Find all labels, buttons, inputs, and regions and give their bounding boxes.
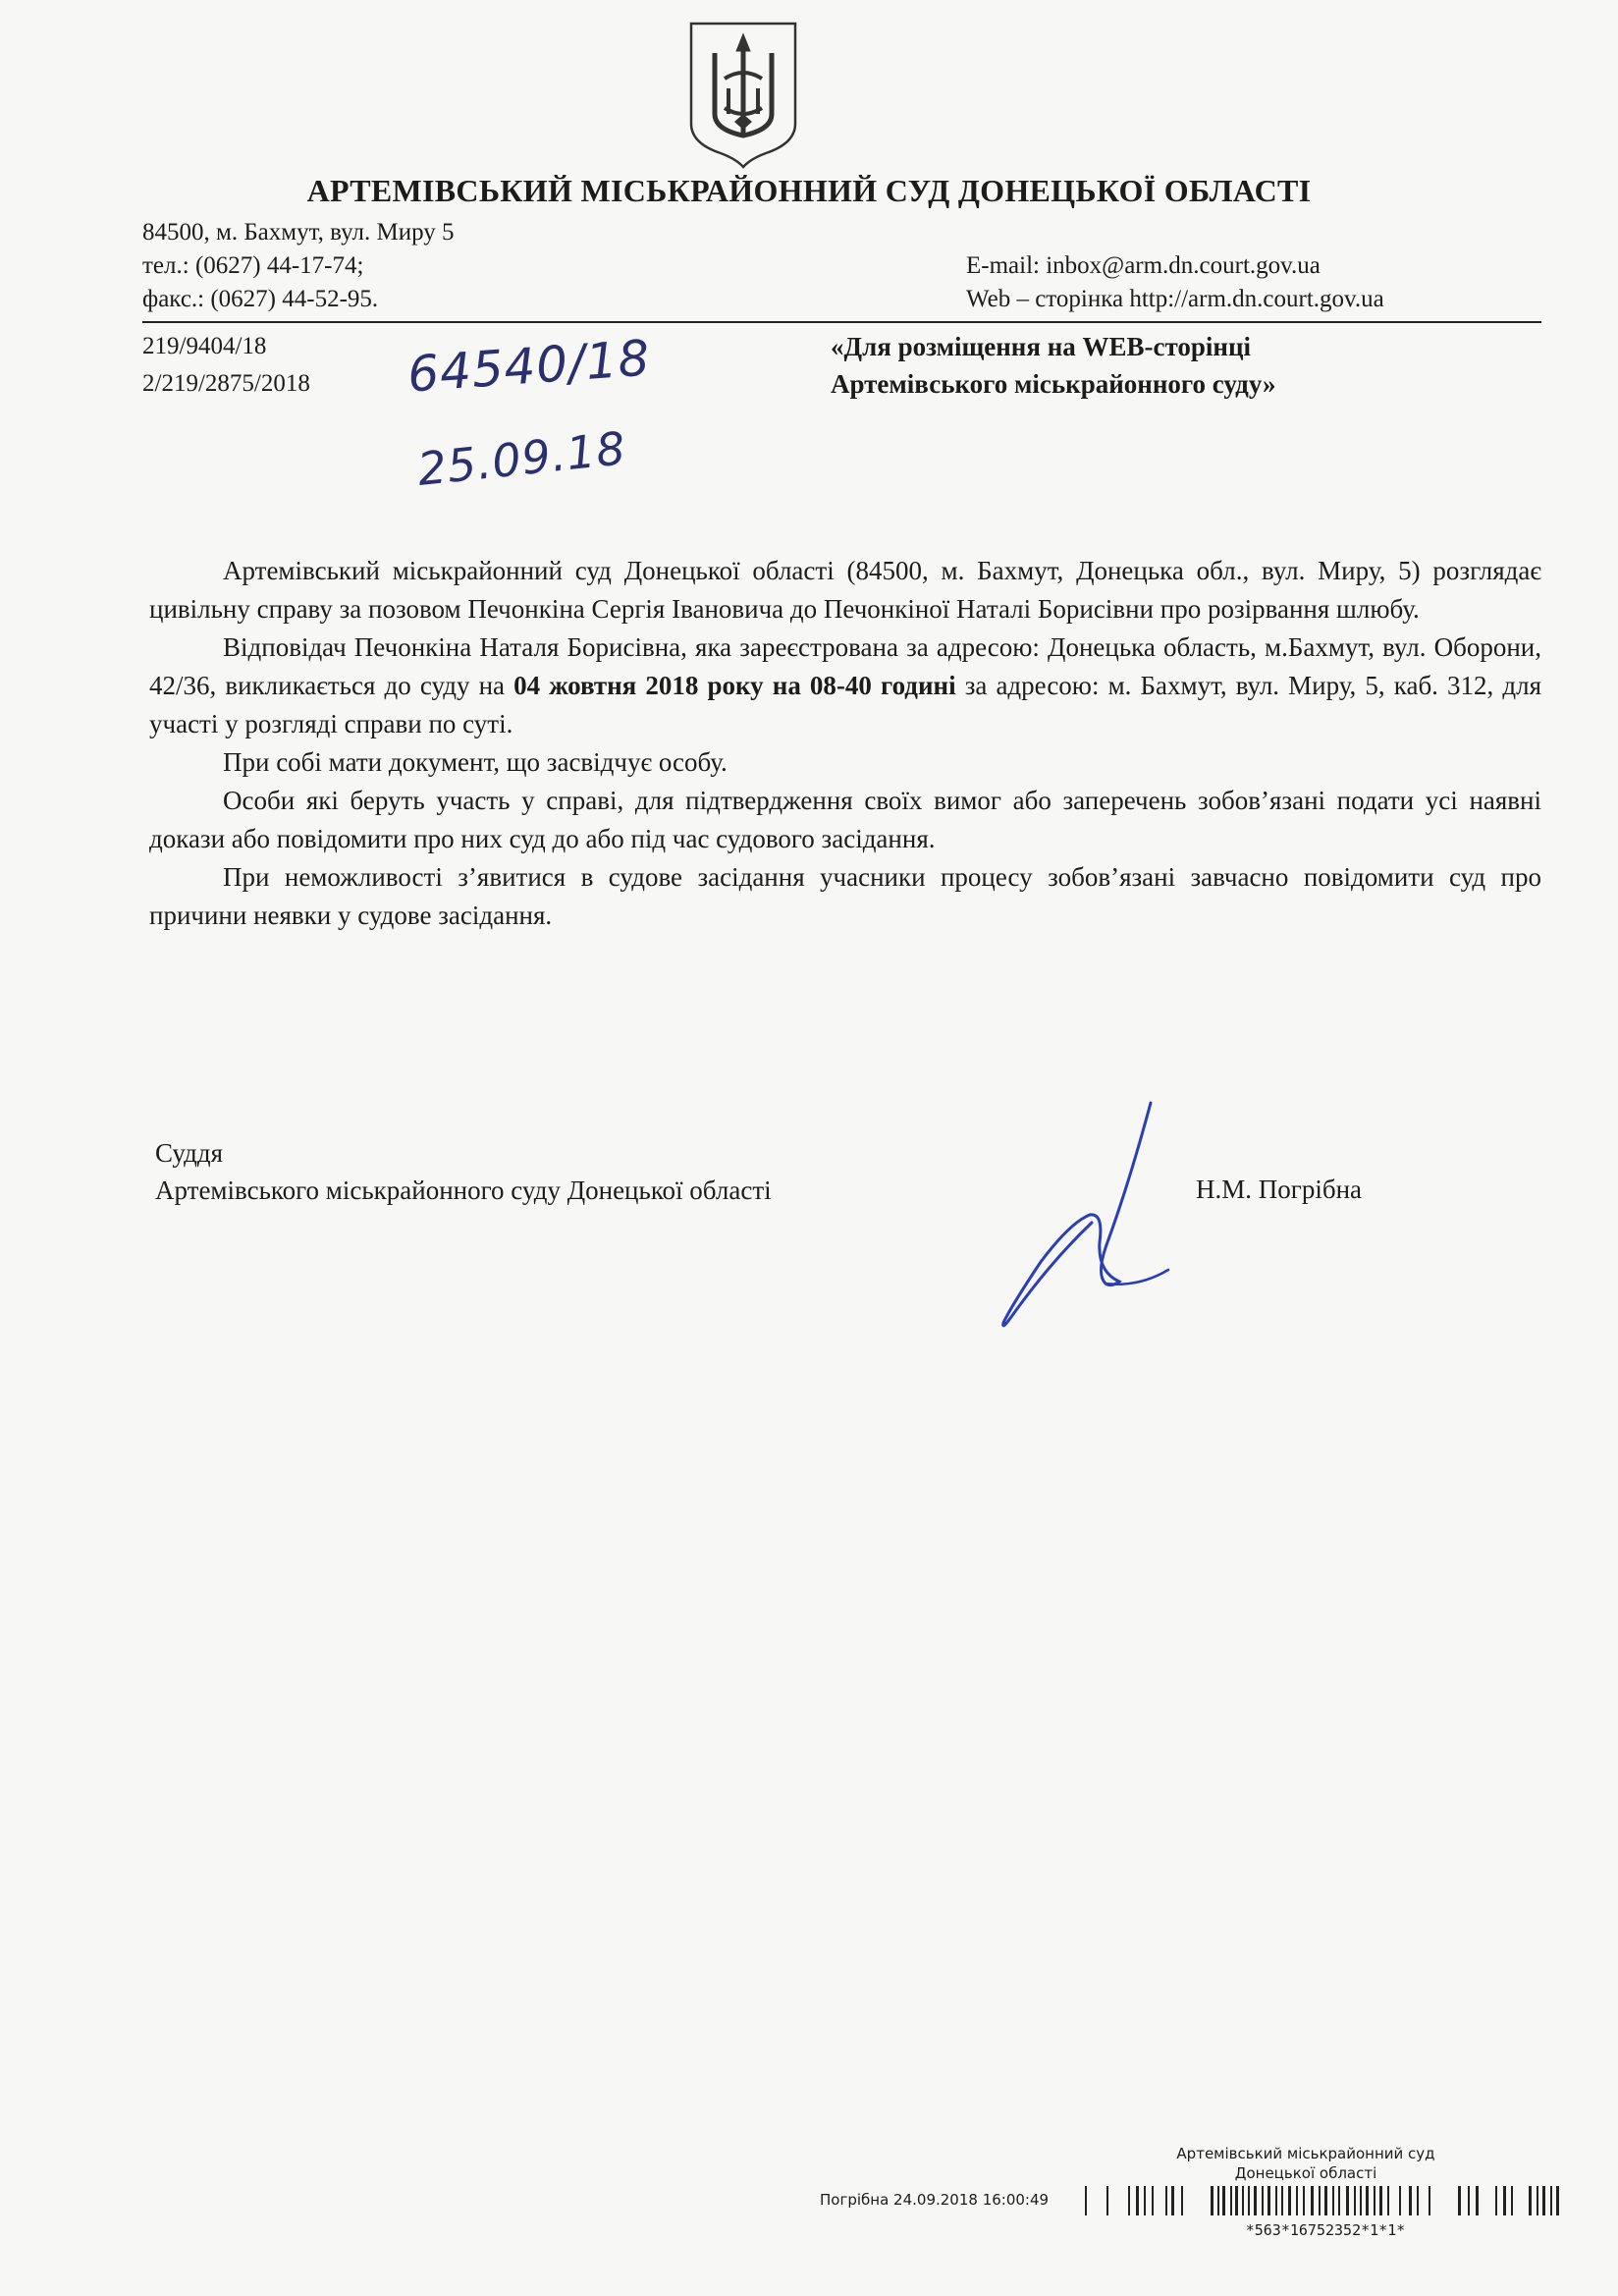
court-address: 84500, м. Бахмут, вул. Миру 5 [142,219,455,246]
outgoing-number: 2/219/2875/2018 [142,370,310,397]
handwritten-date: 25.09.18 [414,421,629,496]
handwritten-registration: 64540/18 [405,329,653,404]
barcode-icon [1085,2182,1561,2219]
paragraph-id-document: При собі мати документ, що засвідчує особу. [223,747,728,777]
barcode-number: *563*16752352*1*1* [1245,2221,1406,2239]
handwritten-signature-icon [982,1095,1178,1331]
court-website: Web – сторінка http://arm.dn.court.gov.ua [966,286,1384,312]
header-divider [142,321,1541,323]
judge-name: Н.М. Погрібна [1196,1175,1363,1204]
court-online-contacts [966,249,1384,316]
paragraph-case: Артемівський міськрайонний суд Донецької області (84500, м. Бахмут, Донецька обл., вул. Миру, 5) розглядає цивільну справу за позовом Печонкіна Сергія Івановича до Печонкіної Наталі Борисівни про розірвання шлюбу. [149,556,1541,624]
reference-numbers [142,328,310,403]
court-fax: факс.: (0627) 44-52-95. [142,286,379,312]
signature-title-block [155,1134,772,1209]
paragraph-absence: При неможливості з’явитися в судове засідання учасники процесу зобов’язані завчасно повідомити суд про причини неявки у судове засідання. [149,862,1541,930]
web-publication-note: «Для розміщення на WEB-сторінці Артемівського міськрайонного суду» [831,332,1276,399]
case-number: 219/9404/18 [142,333,267,359]
court-name: АРТЕМІВСЬКИЙ МІСЬКРАЙОННИЙ СУД ДОНЕЦЬКОЇ ОБЛАСТІ [306,173,1312,208]
stamp-court-name: Артемівський міськрайонний суд Донецької області [1176,2145,1435,2182]
paragraph-summons: Відповідач Печонкіна Наталя Борисівна, яка зареєстрована за адресою: Донецька область, м.Бахмут, вул. Оборони, 42/36, викликається до суду на 04 жовтня 2018 року на 08-40 годині за адресою: м. Бахмут, вул. Миру, 5, каб. 312, для участі у розгляді справи по суті. [149,632,1542,738]
judge-court: Артемівського міськрайонного суду Донецької області [155,1175,772,1205]
court-contacts [142,216,455,316]
judge-title: Суддя [155,1138,224,1168]
paragraph-evidence: Особи які беруть участь у справі, для підтвердження своїх вимог або заперечень зобов’язані подати усі наявні докази або повідомити про них суд до або під час судового засідання. [149,786,1541,853]
coat-of-arms-icon [685,20,801,169]
stamp-signed-by: Погрібна 24.09.2018 16:00:49 [820,2191,1050,2209]
court-phone: тел.: (0627) 44-17-74; [142,252,364,279]
hearing-datetime: 04 жовтня 2018 року на 08-40 годині [513,671,956,700]
court-email: E-mail: inbox@arm.dn.court.gov.ua [966,252,1321,279]
document-body [149,552,1541,935]
